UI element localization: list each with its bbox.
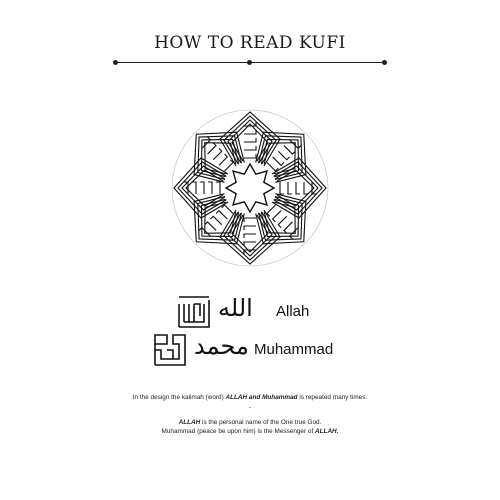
allah-row [0, 292, 500, 332]
rosette-center-star [226, 164, 274, 212]
note-line-1-prefix: In the design the kalimah (word) [132, 394, 226, 401]
divider-dot-left [113, 60, 118, 65]
rosette-rim [172, 110, 328, 266]
latin-allah: Allah [276, 303, 310, 320]
arabic-allah: الله [218, 294, 253, 322]
note-line-2 [0, 419, 500, 427]
note-separator: - [248, 404, 252, 411]
title-divider [115, 56, 385, 68]
note-line-2-suffix: is the personal name of the One true God. [200, 419, 322, 426]
kufi-muhammad-square-icon [152, 332, 188, 368]
divider-dot-center [247, 60, 252, 65]
muhammad-row [0, 330, 500, 370]
note-line-3 [0, 428, 500, 436]
kufi-allah-square-icon [176, 294, 212, 330]
note-line-2-bold: ALLAH [178, 419, 201, 426]
note-line-1-suffix: is repeated many times. [297, 394, 368, 401]
latin-muhammad: Muhammad [254, 341, 334, 358]
page-title: HOW TO READ KUFI [154, 33, 346, 53]
note-line-3-prefix: Muhammad (peace be upon him) is the Messenger of [161, 428, 316, 435]
arabic-muhammad: محمد [194, 332, 249, 360]
note-line-1 [0, 394, 500, 402]
note-line-1-bold: ALLAH and Muhammad [225, 394, 298, 401]
note-line-3-bold: ALLAH. [315, 428, 339, 435]
divider-dot-right [382, 60, 387, 65]
kufi-rosette-emblem [170, 108, 330, 268]
